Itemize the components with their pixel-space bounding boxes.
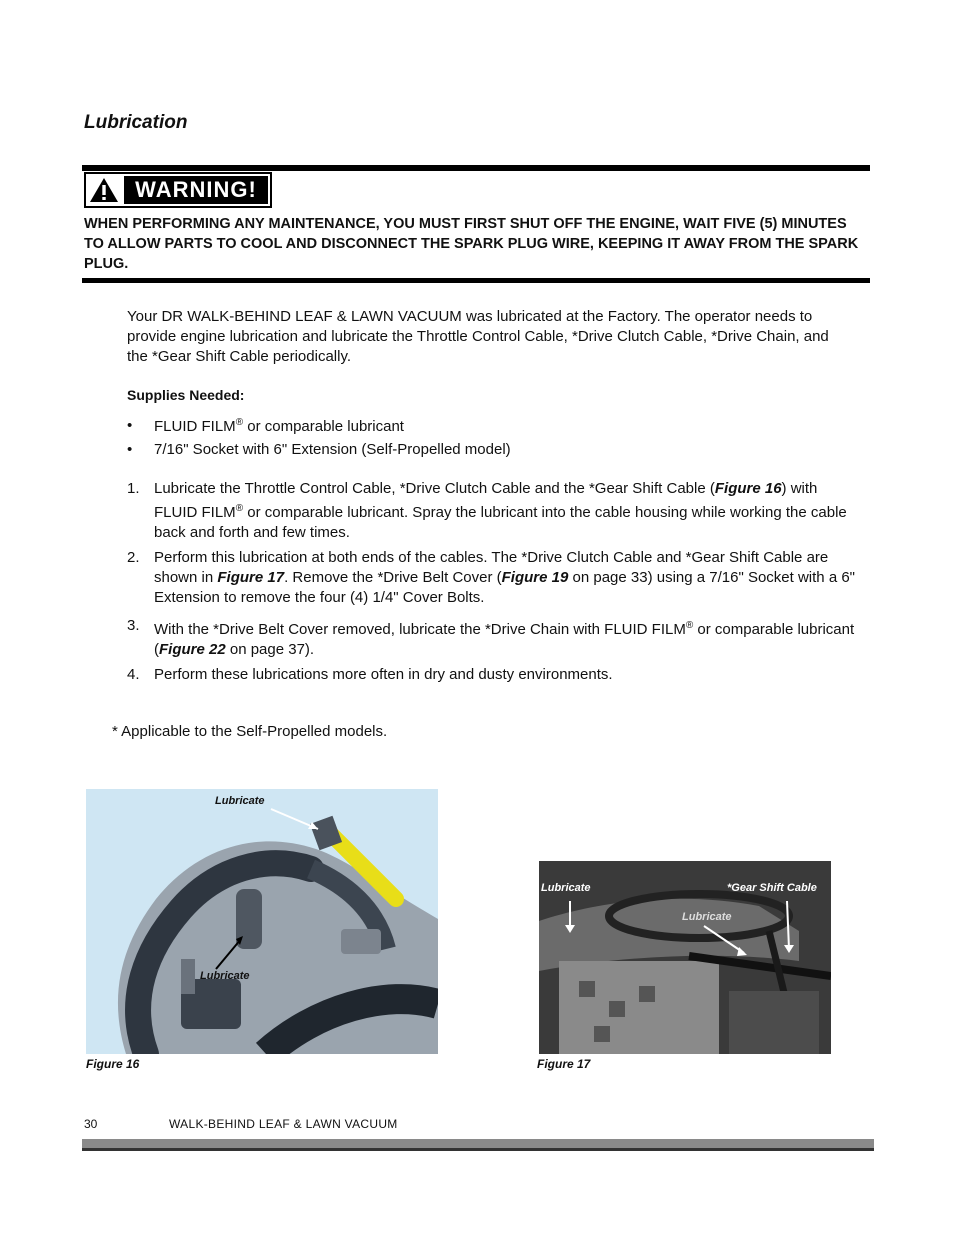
warning-badge [84, 172, 272, 208]
figure-17-image [539, 861, 831, 1054]
step-3: 3. With the *Drive Belt Cover removed, lubricate the *Drive Chain with FLUID FILM® or comparable lubricant (Figure 22 on page 37). [127, 617, 855, 658]
footer-rule-dark [82, 1148, 874, 1151]
warning-top-rule [82, 165, 870, 171]
bullet-icon: • [127, 417, 133, 434]
figure-16-caption: Figure 16 [86, 1057, 140, 1071]
intro-paragraph: Your DR WALK-BEHIND LEAF & LAWN VACUUM was lubricated at the Factory. The operator needs to provide engine lubrication and lubricate the Throttle Control Cable, *Drive Clutch Cable, *Drive Chain, and the *Gear Shift Cable periodically. [127, 308, 829, 365]
step-1: 1. Lubricate the Throttle Control Cable, *Drive Clutch Cable and the *Gear Shift Cable (Figure 16) with FLUID FILM® or comparable lubricant. Spray the lubricant into the cable housing while working the cable back and forth and few times. [127, 480, 847, 541]
step-2: 2. Perform this lubrication at both ends of the cables. The *Drive Clutch Cable and *Gear Shift Cable are shown in Figure 17. Remove the *Drive Belt Cover (Figure 19 on page 33) using a 7/16" Socket with a 6" Extension to remove the four (4) 1/4" Cover Bolts. [127, 549, 855, 606]
callout-label: *Gear Shift Cable [727, 882, 817, 894]
callout-label: Lubricate [541, 882, 591, 894]
figure-reference-link[interactable]: Figure 17 [217, 569, 285, 586]
footer-rule [82, 1139, 874, 1148]
warning-bottom-rule [82, 278, 870, 283]
bullet-icon: • [127, 441, 133, 458]
footer-title: WALK-BEHIND LEAF & LAWN VACUUM [169, 1117, 398, 1131]
warning-text: WHEN PERFORMING ANY MAINTENANCE, YOU MUST FIRST SHUT OFF THE ENGINE, WAIT FIVE (5) MINUTES TO ALLOW PARTS TO COOL AND DISCONNECT THE SPARK PLUG WIRE, KEEPING IT AWAY FROM THE SPARK PLUG. [84, 216, 859, 272]
page-number: 30 [84, 1117, 98, 1131]
list-item: • 7/16" Socket with 6" Extension (Self-Propelled model) [127, 441, 511, 458]
figure-reference-link[interactable]: Figure 16 [714, 480, 782, 497]
callout-label: Lubricate [682, 911, 732, 923]
supplies-heading: Supplies Needed: [127, 387, 245, 403]
figure-17-caption: Figure 17 [537, 1057, 591, 1071]
warning-triangle-icon [86, 174, 122, 206]
list-item: • FLUID FILM® or comparable lubricant [127, 417, 404, 435]
warning-label: WARNING! [124, 176, 268, 204]
footnote: * Applicable to the Self-Propelled models. [112, 723, 388, 740]
callout-label: Lubricate [200, 970, 250, 982]
figure-16-image [86, 789, 438, 1054]
section-title: Lubrication [84, 112, 188, 133]
step-4: 4. Perform these lubrications more often in dry and dusty environments. [127, 666, 613, 683]
figure-reference-link[interactable]: Figure 19 [501, 569, 569, 586]
figure-reference-link[interactable]: Figure 22 [159, 641, 226, 658]
callout-label: Lubricate [215, 795, 265, 807]
